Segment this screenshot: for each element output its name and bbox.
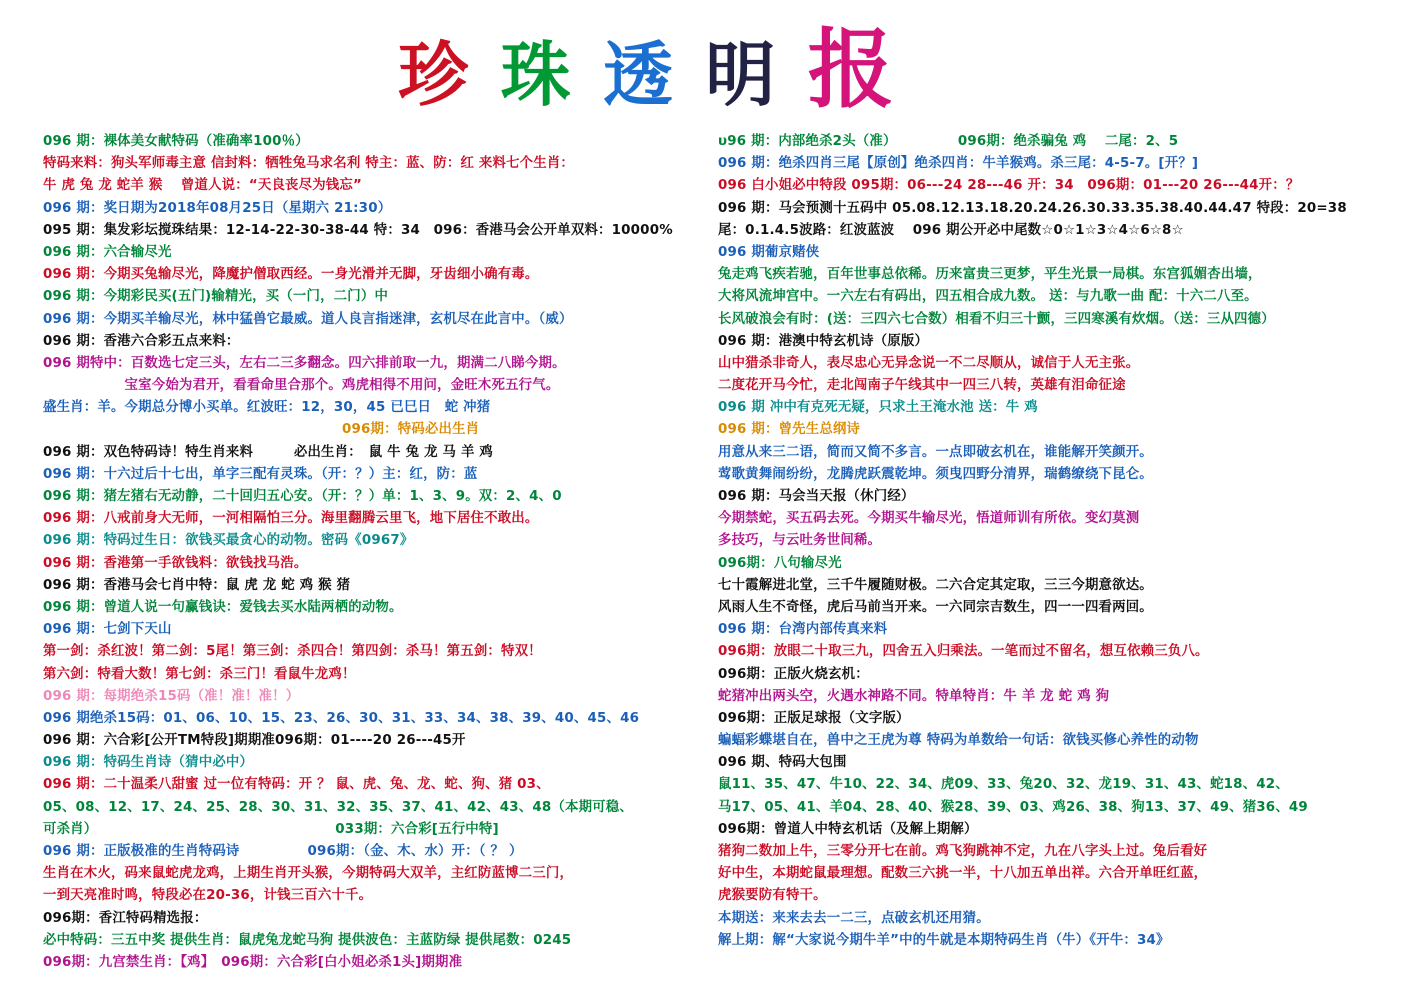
text-line: 096 期：港澳中特玄机诗（原版） [718, 333, 929, 349]
text-line: 马17、05、41、羊04、28、40、猴28、39、03、鸡26、38、狗13、37、49、猪36、49 [718, 799, 1308, 815]
text-line: 096期：正版火烧玄机： [718, 666, 869, 682]
text-line: 必中特码：三五中奖 提供生肖：鼠虎兔龙蛇马狗 提供波色：主蓝防绿 提供尾数：0245 [43, 932, 572, 948]
text-line: 095 期：集发彩坛搅珠结果：12-14-22-30-38-44 特：34 096：香港马会公开单双料：10000% [43, 222, 673, 238]
text-line: 096 期：六合输尽光 [43, 244, 172, 260]
text-line: 096期：放眼二十取三九，四舍五入归乘法。一笔而过不留名，想互依赖三负八。 [718, 644, 1209, 660]
text-line: 解上期：解“大家说今期牛羊”中的牛就是本期特码生肖（牛）《开牛：34》 [718, 932, 1170, 948]
text-line: 第六剑：特看大数！第七剑：杀三门！看鼠牛龙鸡！ [43, 666, 356, 682]
title-char-4: 明 [705, 33, 776, 116]
text-line: 二度花开马今忙，走北闯南子午线其中一四三八转，英雄有泪命征途 [718, 378, 1126, 394]
title-char-5: 报 [807, 19, 894, 120]
text-line: 096 期：绝杀四肖三尾【原创】绝杀四肖：牛羊猴鸡。杀三尾：4-5-7。[开？] [718, 156, 1199, 172]
text-line: 096 期：台湾内部传真来料 [718, 622, 888, 638]
text-line: 096期：九宫禁生肖：【鸡】 096期：六合彩[白小姐必杀1头]期期准 [43, 954, 463, 970]
text-line: 风雨人生不奇怪，虎后马前当开来。一六同宗吉数生，四一一四看两回。 [718, 599, 1153, 615]
text-line: 096 期：特码过生日：欲钱买最贪心的动物。密码《0967》 [43, 533, 414, 549]
text-line: 鼠11、35、47、牛10、22、34、虎09、33、兔20、32、龙19、31、43、蛇18、42、 [718, 777, 1289, 793]
text-line: 096 期：奖日期为2018年08月25日（星期六 21:30） [43, 200, 392, 216]
text-line: 一到天亮准时鸣，特段必在20-36，计钱三百六十千。 [43, 888, 373, 904]
text-line: 宝室今始为君开，看看命里合那个。鸡虎相得不用问，金旺木死五行气。 [43, 378, 560, 394]
text-line: 莺歌黄舞闹纷纷，龙腾虎跃震乾坤。须曳四野分清界，瑞鹤缭绕下昆仑。 [718, 466, 1153, 482]
text-line: 096期：八句输尽光 [718, 555, 842, 571]
text-line: 096 期葡京赌侠 [718, 244, 820, 260]
text-line: 096 期：每期绝杀15码（准！准！准！） [43, 688, 300, 704]
text-line: 好中生，本期蛇鼠最理想。配数三六挑一半，十八加五单出祥。六合开单旺红蓝， [718, 866, 1208, 882]
text-line: 尾：0.1.4.5波路：红波蓝波 096 期公开必中尾数☆0☆1☆3☆4☆6☆8☆ [718, 222, 1184, 238]
text-line: 盛生肖：羊。今期总分博小买单。红波旺：12，30，45 已巳日 蛇 冲猪 [43, 400, 491, 416]
text-line: 本期送：来来去去一二三，点破玄机还用猜。 [718, 910, 990, 926]
text-line: 096 期：香港马会七肖中特：鼠 虎 龙 蛇 鸡 猴 猪 [43, 577, 351, 593]
text-line: 多技巧，与云吐务世间稀。 [718, 533, 882, 549]
text-line: 虎猴要防有特干。 [718, 888, 827, 904]
text-line: 096 期绝杀15码：01、06、10、15、23、26、30、31、33、34、38、39、40、45、46 [43, 710, 640, 726]
text-line: 096 期：曾先生总纲诗 [718, 422, 861, 438]
text-line: 可杀肖） 033期：六合彩[五行中特] [43, 821, 499, 837]
title-char-2: 珠 [500, 33, 571, 116]
text-line: 096 期：马会当天报（休门经） [718, 489, 915, 504]
text-line: 096 期：正版极准的生肖特码诗 096期：（金、木、水）开：（ ？ ） [43, 844, 523, 859]
text-line: 七十霞解进北堂，三千牛履随财极。二六合定其定取，三三今期意欲达。 [718, 577, 1153, 593]
text-line: 096 期：特码生肖诗（猜中必中） [43, 755, 254, 771]
text-line: 096 期：二十温柔八甜蜜 过一位有特码：开 ？ 鼠、虎、兔、龙、蛇、狗、猪 03、 [43, 777, 550, 793]
left-column [43, 131, 703, 974]
text-line: 096 白小姐必中特段 095期：06---24 28---46 开：34 096期：01---20 26---44开：？ [718, 178, 1300, 194]
text-line: 蛇猪冲出两头空，火遇水神路不同。特单特肖：牛 羊 龙 蛇 鸡 狗 [718, 688, 1110, 704]
text-line: 生肖在木火，码来鼠蛇虎龙鸡，上期生肖开头猴，今期特码大双羊，主红防蓝博二三门， [43, 866, 574, 882]
text-line: 096 期：六合彩[公开TM特段]期期准096期：01----20 26---45开 [43, 733, 466, 749]
text-line: 第一剑：杀红波！第二剑：5尾！第三剑：杀四合！第四剑：杀马！第五剑：特双！ [43, 644, 542, 660]
title-char-3: 透 [603, 33, 673, 116]
text-line: 096 期：今期彩民买(五门)输精光，买（一门，二门）中 [43, 289, 389, 305]
text-line: 096 期：八戒前身大无师，一河相隔怕三分。海里翻腾云里飞，地下居住不敢出。 [43, 511, 539, 527]
text-line: 096期：特码必出生肖 [43, 422, 480, 438]
text-line: 096 期 冲中有克死无疑，只求土王淹水池 送：牛 鸡 [718, 400, 1038, 416]
newspaper-title [0, 19, 1292, 120]
right-column [718, 131, 1390, 952]
text-line: 096 期：香港第一手欲钱料：欲钱找马浩。 [43, 555, 308, 571]
text-line: 096 期：双色特码诗！特生肖来料 必出生肖： 鼠 牛 兔 龙 马 羊 鸡 [43, 444, 494, 460]
text-line: 05、08、12、17、24、25、28、30、31、32、35、37、41、42、43、48（本期可稳、 [43, 799, 633, 815]
text-line: 特码来料：狗头军师毒主意 信封料：牺牲兔马求名利 特主：蓝、防：红 来料七个生肖： [43, 156, 575, 172]
text-line: 096 期：十六过后十七出，单字三配有灵珠。（开：？）主：红，防：蓝 [43, 466, 478, 482]
text-line: 096 期：猪左猪右无动静，二十回归五心安。（开：？）单：1、3、9。双：2、4、0 [43, 489, 562, 504]
text-line: 牛 虎 兔 龙 蛇羊 猴 曾道人说：“天良丧尽为钱忘” [43, 178, 362, 194]
text-line: 096期：曾道人中特玄机话（及解上期解） [718, 821, 978, 837]
text-line: 096 期：香港六合彩五点来料： [43, 333, 240, 349]
text-line: 兔走鸡飞疾若驰，百年世事总依稀。历来富贵三更梦，平生光景一局棋。东宫狐媚杏出墙， [718, 267, 1262, 283]
text-line: 长风破浪会有时：(送：三四六七合数）相看不归三十颤，三四寒溪有炊烟。（送：三从四德） [718, 311, 1275, 327]
text-line: 096 期：今期买羊输尽光，林中猛兽它最威。道人良言指迷津，玄机尽在此言中。（威） [43, 311, 573, 327]
text-line: 今期禁蛇，买五码去死。今期买牛输尽光，悟道师训有所依。变幻莫测 [718, 511, 1140, 527]
text-line: 096期：正版足球报（文字版） [718, 710, 910, 726]
text-line: 096 期：今期买兔输尽光，降魔护僧取西经。一身光滑并无脚，牙齿细小确有毒。 [43, 267, 539, 283]
text-line: 096 期：裸体美女献特码（准确率100％） [43, 134, 309, 149]
text-line: υ96 期：内部绝杀2头（准） 096期：绝杀骗兔 鸡 二尾：2、5 [718, 134, 1179, 149]
text-line: 猪狗二数加上牛，三零分开七在前。鸡飞狗跳神不定，九在八字头上过。兔后看好 [718, 844, 1208, 859]
text-line: 096 期：曾道人说一句赢钱诀：爱钱去买水陆两栖的动物。 [43, 599, 403, 615]
title-char-1: 珍 [398, 33, 469, 116]
text-line: 096 期、特码大包围 [718, 755, 847, 771]
text-line: 096 期：马会预测十五码中 05.08.12.13.18.20.24.26.30.33.35.38.40.44.47 特段：20=38 [718, 200, 1347, 216]
text-line: 096期：香江特码精选报： [43, 910, 208, 926]
text-line: 096 期特中：百数选七定三头，左右二三多翻念。四六排前取一九，期满二八睇今期。 [43, 355, 566, 371]
text-line: 用意从来三二语，简而又简不多言。一点即破玄机在，谁能解开笑颜开。 [718, 444, 1153, 460]
text-line: 大将风流坤宫中。一六左右有码出，四五相合成九数。 送：与九歌一曲 配：十六二八至。 [718, 289, 1258, 305]
text-line: 096 期：七剑下天山 [43, 622, 172, 638]
text-line: 蝙蝠彩蝶堪自在，兽中之王虎为尊 特码为单数给一句话：欲钱买修心养性的动物 [718, 733, 1199, 749]
text-line: 山中猎杀非奇人，表尽忠心无异念说一不二尽顺从，诚信于人无主张。 [718, 355, 1140, 371]
